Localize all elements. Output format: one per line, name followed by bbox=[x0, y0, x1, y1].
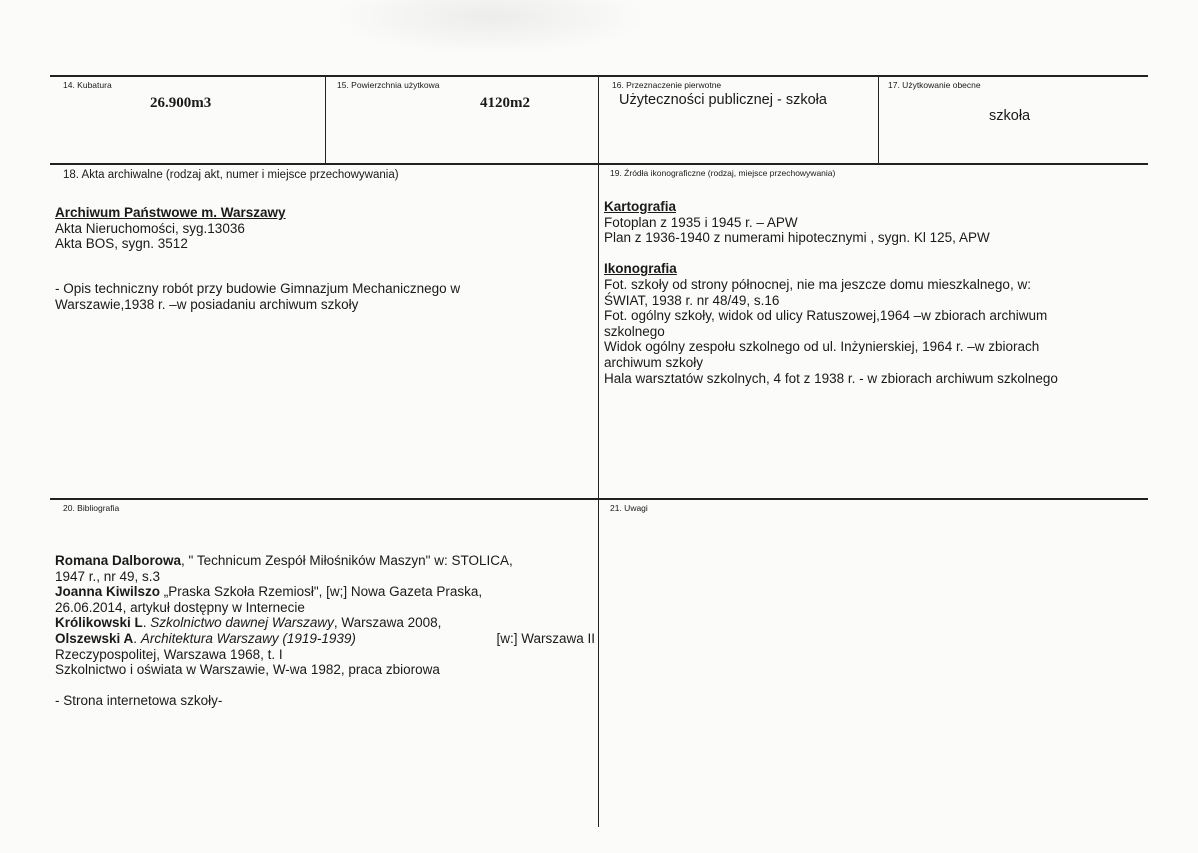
kartografia-heading: Kartografia bbox=[604, 199, 677, 214]
biblio-author: Joanna Kiwilszo bbox=[55, 584, 161, 600]
biblio-entry: - Strona internetowa szkoły- bbox=[55, 693, 223, 709]
powierzchnia-label: 15. Powierzchnia użytkowa bbox=[337, 80, 440, 90]
przeznaczenie-label: 16. Przeznaczenie pierwotne bbox=[612, 80, 722, 90]
uwagi-label: 21. Uwagi bbox=[610, 503, 648, 513]
biblio-title: Architektura Warszawy (1919-1939) bbox=[140, 630, 356, 646]
biblio-entry: Szkolnictwo i oświata w Warszawie, W-wa 1982, praca zbiorowa bbox=[55, 662, 440, 678]
uzytkowanie-value: szkoła bbox=[989, 108, 1031, 124]
biblio-author: Romana Dalborowa bbox=[55, 553, 182, 568]
row2-border bbox=[50, 163, 1148, 165]
ikonografia-heading: Ikonografia bbox=[604, 261, 677, 277]
akta-opis-line: Warszawie,1938 r. –w posiadaniu archiwum szkoły bbox=[55, 296, 359, 312]
zrodla-label: 19. Źródła ikonograficzne (rodzaj, miejsce przechowywania) bbox=[610, 168, 836, 178]
col-divider-3 bbox=[878, 75, 879, 163]
ikonografia-line: Hala warsztatów szkolnych, 4 fot z 1938 r. - w zbiorach archiwum szkolnego bbox=[604, 370, 1058, 386]
zrodla-body bbox=[604, 199, 1058, 386]
ikonografia-line: szkolnego bbox=[604, 323, 665, 339]
uzytkowanie-label: 17. Użytkowanie obecne bbox=[888, 80, 981, 90]
top-border bbox=[50, 75, 1148, 77]
ikonografia-line: Fot. szkoły od strony północnej, nie ma jeszcze domu mieszkalnego, w: bbox=[604, 276, 1031, 292]
akta-opis-line: - Opis techniczny robót przy budowie Gimnazjum Mechanicznego w bbox=[55, 281, 461, 297]
biblio-title: Szkolnictwo dawnej Warszawy bbox=[150, 615, 334, 631]
ikonografia-line: Fot. ogólny szkoły, widok od ulicy Ratuszowej,1964 –w zbiorach archiwum bbox=[604, 308, 1048, 324]
akta-body bbox=[55, 205, 460, 313]
kartografia-line: Plan z 1936-1940 z numerami hipotecznymi , sygn. Kl 125, APW bbox=[604, 230, 990, 246]
scan-artifact bbox=[330, 0, 650, 55]
przeznaczenie-value: Użyteczności publicznej - szkoła bbox=[619, 92, 827, 108]
akta-heading: Archiwum Państwowe m. Warszawy bbox=[55, 205, 286, 220]
bibliografia-body bbox=[55, 553, 595, 709]
akta-label: 18. Akta archiwalne (rodzaj akt, numer i miejsce przechowywania) bbox=[63, 169, 399, 181]
biblio-entry: Olszewski A. Architektura Warszawy (1919-1939) [w:] Warszawa II bbox=[55, 630, 595, 646]
ikonografia-line: archiwum szkoły bbox=[604, 354, 704, 370]
biblio-entry-cont: Rzeczypospolitej, Warszawa 1968, t. I bbox=[55, 646, 283, 662]
biblio-entry-cont: 1947 r., nr 49, s.3 bbox=[55, 568, 161, 584]
biblio-entry-cont: 26.06.2014, artykuł dostępny w Internecie bbox=[55, 599, 305, 615]
row3-border bbox=[50, 498, 1148, 500]
col-divider-2 bbox=[598, 75, 599, 827]
akta-line: Akta BOS, sygn. 3512 bbox=[55, 236, 188, 252]
biblio-entry: Królikowski L. Szkolnictwo dawnej Warszawy, Warszawa 2008, bbox=[55, 615, 442, 631]
biblio-entry: Joanna Kiwilszo „Praska Szkoła Rzemiosł", [w;] Nowa Gazeta Praska, bbox=[55, 584, 483, 600]
biblio-author: Królikowski L bbox=[55, 615, 143, 631]
powierzchnia-value: 4120m2 bbox=[480, 95, 530, 111]
kubatura-value: 26.900m3 bbox=[150, 95, 212, 111]
ikonografia-line: Widok ogólny zespołu szkolnego od ul. Inżynierskiej, 1964 r. –w zbiorach bbox=[604, 339, 1040, 355]
col-divider-1 bbox=[325, 75, 326, 163]
kubatura-label: 14. Kubatura bbox=[63, 80, 112, 90]
ikonografia-line: ŚWIAT, 1938 r. nr 48/49, s.16 bbox=[604, 292, 780, 308]
biblio-entry: Romana Dalborowa, " Technicum Zespół Miłośników Maszyn" w: STOLICA, bbox=[55, 553, 513, 568]
kartografia-line: Fotoplan z 1935 i 1945 r. – APW bbox=[604, 214, 798, 230]
biblio-author: Olszewski A bbox=[55, 630, 134, 646]
bibliografia-label: 20. Bibliografia bbox=[63, 503, 120, 513]
akta-line: Akta Nieruchomości, syg.13036 bbox=[55, 220, 245, 236]
